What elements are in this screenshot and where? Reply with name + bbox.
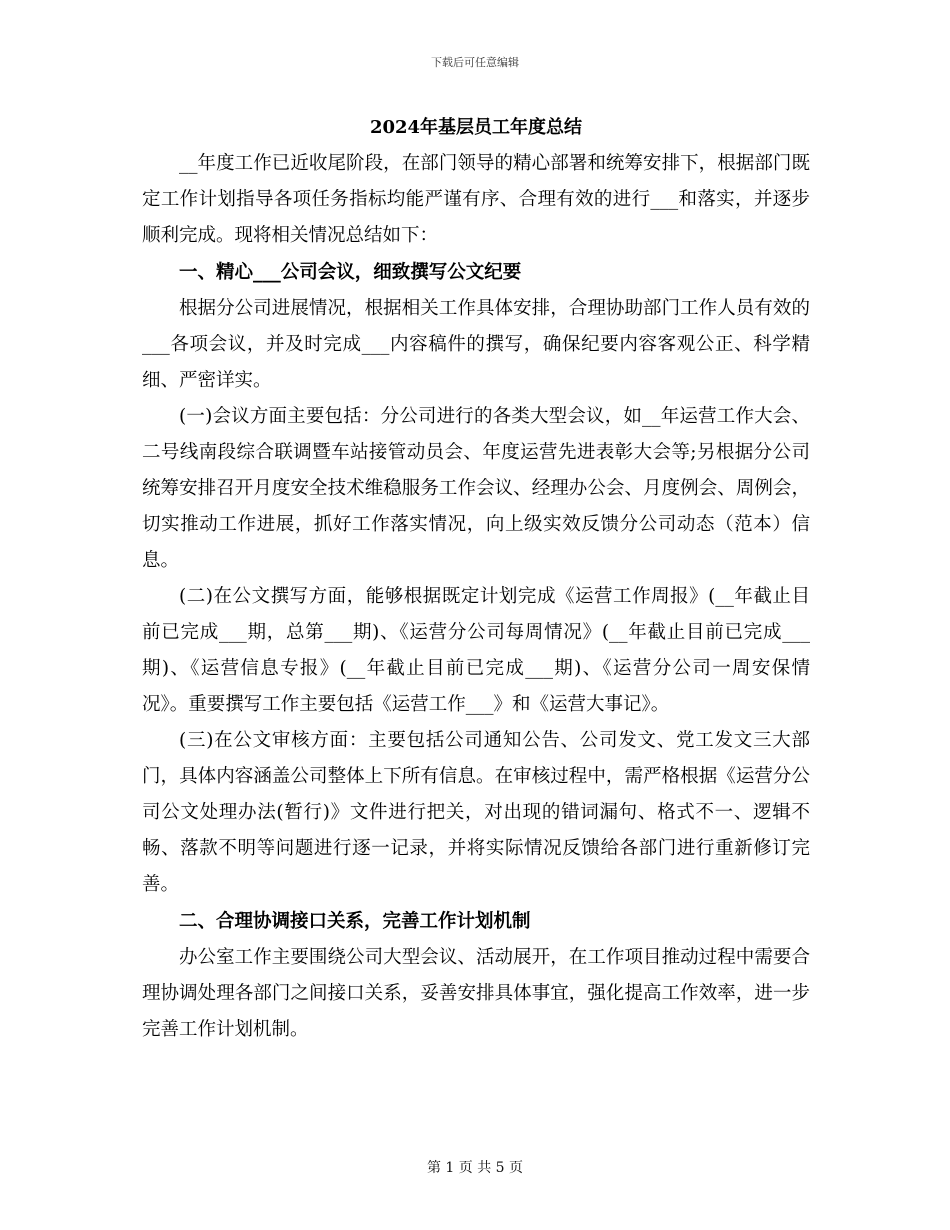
section-heading-1: 一、精心___公司会议，细致撰写公文纪要 bbox=[179, 262, 522, 283]
intro-paragraph: __年度工作已近收尾阶段，在部门领导的精心部署和统筹安排下，根据部门既定工作计划指导各项任务指标均能严谨有序、合理有效的进行___和落实，并逐步顺利完成。现将相关情况总结如下： bbox=[142, 153, 810, 246]
body-paragraph: (三)在公文审核方面：主要包括公司通知公告、公司发文、党工发文三大部门，具体内容涵盖公司整体上下所有信息。在审核过程中，需严格根据《运营分公司公文处理办法(暂行)》文件进行把关，对出现的错词漏句、格式不一、逻辑不畅、落款不明等问题进行逐一记录，并将实际情况反馈给各部门进行重新修订完善。 bbox=[142, 730, 810, 895]
body-paragraph: 根据分公司进展情况，根据相关工作具体安排，合理协助部门工作人员有效的___各项会议，并及时完成___内容稿件的撰写，确保纪要内容客观公正、科学精细、严密详实。 bbox=[142, 298, 810, 391]
section-heading-2: 二、合理协调接口关系，完善工作计划机制 bbox=[179, 911, 531, 932]
header-note: 下载后可任意编辑 bbox=[431, 56, 519, 69]
page-footer: 第 1 页 共 5 页 bbox=[426, 1160, 524, 1176]
document-page bbox=[142, 112, 810, 1048]
body-paragraph: (一)会议方面主要包括：分公司进行的各类大型会议，如__年运营工作大会、二号线南段综合联调暨车站接管动员会、年度运营先进表彰大会等;另根据分公司统筹安排召开月度安全技术维稳服务工作会议、经理办公会、月度例会、周例会，切实推动工作进展，抓好工作落实情况，向上级实效反馈分公司动态（范本）信息。 bbox=[142, 406, 810, 571]
document-title: 2024年基层员工年度总结 bbox=[369, 117, 583, 138]
body-paragraph: 办公室工作主要围绕公司大型会议、活动展开，在工作项目推动过程中需要合理协调处理各部门之间接口关系，妥善安排具体事宜，强化提高工作效率，进一步完善工作计划机制。 bbox=[142, 947, 810, 1040]
body-paragraph: (二)在公文撰写方面，能够根据既定计划完成《运营工作周报》(__年截止目前已完成___期，总第___期)、《运营分公司每周情况》(__年截止目前已完成___期)、《运营信息专报》(__年截止目前已完成___期)、《运营分公司一周安保情况》。重要撰写工作主要包括《运营工作___》和《运营大事记》。 bbox=[142, 586, 810, 715]
